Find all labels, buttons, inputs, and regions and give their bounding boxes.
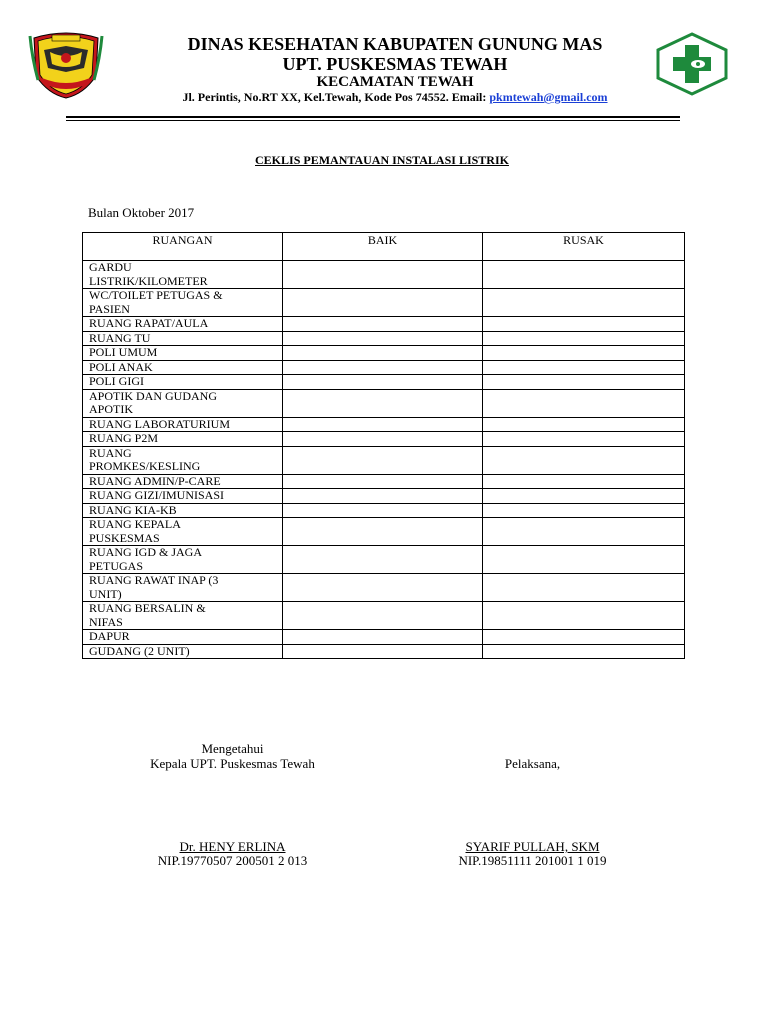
checklist-table bbox=[82, 232, 685, 659]
good-check-cell[interactable] bbox=[283, 644, 483, 659]
room-cell bbox=[83, 546, 283, 574]
damaged-check-cell[interactable] bbox=[483, 389, 685, 417]
executor-name: SYARIF PULLAH, SKM bbox=[465, 839, 600, 854]
good-check-cell[interactable] bbox=[283, 546, 483, 574]
table-row bbox=[83, 474, 685, 489]
room-cell bbox=[83, 389, 283, 417]
table-row bbox=[83, 574, 685, 602]
room-label-line: NIFAS bbox=[89, 614, 123, 629]
header-rule-thin bbox=[66, 120, 680, 121]
damaged-check-cell[interactable] bbox=[483, 574, 685, 602]
executor-nip: NIP.19851111 201001 1 019 bbox=[458, 853, 607, 868]
good-check-cell[interactable] bbox=[283, 574, 483, 602]
good-check-cell[interactable] bbox=[283, 630, 483, 645]
good-check-cell[interactable] bbox=[283, 489, 483, 504]
address-line bbox=[110, 90, 680, 105]
good-check-cell[interactable] bbox=[283, 417, 483, 432]
damaged-check-cell[interactable] bbox=[483, 261, 685, 289]
room-cell bbox=[83, 360, 283, 375]
room-label-line: LISTRIK/KILOMETER bbox=[89, 273, 208, 288]
room-label-line: RUANG RAPAT/AULA bbox=[89, 316, 209, 330]
room-label-line: RUANG GIZI/IMUNISASI bbox=[89, 488, 224, 502]
room-cell bbox=[83, 432, 283, 447]
good-check-cell[interactable] bbox=[283, 346, 483, 361]
table-row bbox=[83, 630, 685, 645]
room-label-line: APOTIK bbox=[89, 402, 133, 416]
room-label-line: RUANG KIA-KB bbox=[89, 502, 177, 517]
room-label-line: PUSKESMAS bbox=[89, 530, 160, 545]
room-label-line: UNIT) bbox=[89, 586, 122, 601]
table-row bbox=[83, 261, 685, 289]
table-row bbox=[83, 489, 685, 504]
head-title: Kepala UPT. Puskesmas Tewah bbox=[150, 756, 315, 771]
header-rule-thick bbox=[66, 116, 680, 118]
room-label-line: PASIEN bbox=[89, 301, 130, 316]
room-cell bbox=[83, 417, 283, 432]
email-link[interactable]: pkmtewah@gmail.com bbox=[489, 90, 608, 104]
table-row bbox=[83, 518, 685, 546]
room-cell bbox=[83, 375, 283, 390]
damaged-check-cell[interactable] bbox=[483, 518, 685, 546]
column-header-good: BAIK bbox=[283, 233, 483, 261]
room-label-line: RUANG LABORATURIUM bbox=[89, 416, 231, 431]
damaged-check-cell[interactable] bbox=[483, 417, 685, 432]
room-cell bbox=[83, 630, 283, 645]
room-label-line: RUANG ADMIN/P-CARE bbox=[89, 473, 221, 488]
damaged-check-cell[interactable] bbox=[483, 331, 685, 346]
column-header-room: RUANGAN bbox=[83, 233, 283, 261]
good-check-cell[interactable] bbox=[283, 518, 483, 546]
unit-name: UPT. PUSKESMAS TEWAH bbox=[282, 54, 508, 74]
room-label-line: GARDU bbox=[89, 260, 132, 274]
report-month: Bulan Oktober 2017 bbox=[88, 205, 195, 220]
room-label-line: APOTIK DAN GUDANG bbox=[89, 388, 217, 403]
room-label-line: RUANG bbox=[89, 445, 132, 460]
good-check-cell[interactable] bbox=[283, 331, 483, 346]
good-check-cell[interactable] bbox=[283, 432, 483, 447]
head-nip: NIP.19770507 200501 2 013 bbox=[157, 853, 308, 868]
damaged-check-cell[interactable] bbox=[483, 360, 685, 375]
address-text: Jl. Perintis, No.RT XX, Kel.Tewah, Kode Pos 74552. Email: bbox=[182, 90, 490, 104]
table-row bbox=[83, 602, 685, 630]
room-label-line: POLI GIGI bbox=[89, 374, 144, 388]
room-cell bbox=[83, 346, 283, 361]
regency-emblem-icon bbox=[28, 28, 104, 100]
room-label-line: GUDANG (2 UNIT) bbox=[89, 643, 190, 658]
good-check-cell[interactable] bbox=[283, 474, 483, 489]
table-row bbox=[83, 289, 685, 317]
damaged-check-cell[interactable] bbox=[483, 489, 685, 504]
room-cell bbox=[83, 574, 283, 602]
damaged-check-cell[interactable] bbox=[483, 474, 685, 489]
table-header-row bbox=[83, 233, 685, 261]
room-label-line: RUANG P2M bbox=[89, 431, 159, 445]
room-cell bbox=[83, 446, 283, 474]
head-name: Dr. HENY ERLINA bbox=[179, 839, 286, 854]
room-cell bbox=[83, 331, 283, 346]
room-cell bbox=[83, 289, 283, 317]
room-label-line: WC/TOILET PETUGAS & bbox=[89, 288, 223, 302]
good-check-cell[interactable] bbox=[283, 289, 483, 317]
table-row bbox=[83, 375, 685, 390]
room-cell bbox=[83, 602, 283, 630]
table-row bbox=[83, 432, 685, 447]
room-cell bbox=[83, 317, 283, 332]
room-label-line: DAPUR bbox=[89, 629, 130, 643]
damaged-check-cell[interactable] bbox=[483, 346, 685, 361]
room-label-line: POLI UMUM bbox=[89, 345, 158, 359]
good-check-cell[interactable] bbox=[283, 503, 483, 518]
damaged-check-cell[interactable] bbox=[483, 546, 685, 574]
damaged-check-cell[interactable] bbox=[483, 375, 685, 390]
executor-label: Pelaksana, bbox=[504, 756, 561, 771]
room-label-line: RUANG BERSALIN & bbox=[89, 601, 206, 615]
district-name: KECAMATAN TEWAH bbox=[316, 74, 474, 90]
damaged-check-cell[interactable] bbox=[483, 317, 685, 332]
damaged-check-cell[interactable] bbox=[483, 289, 685, 317]
table-row bbox=[83, 446, 685, 474]
good-check-cell[interactable] bbox=[283, 446, 483, 474]
good-check-cell[interactable] bbox=[283, 317, 483, 332]
damaged-check-cell[interactable] bbox=[483, 503, 685, 518]
room-cell bbox=[83, 474, 283, 489]
damaged-check-cell[interactable] bbox=[483, 644, 685, 659]
good-check-cell[interactable] bbox=[283, 389, 483, 417]
agency-name: DINAS KESEHATAN KABUPATEN GUNUNG MAS bbox=[187, 34, 603, 54]
room-cell bbox=[83, 644, 283, 659]
room-label-line: RUANG RAWAT INAP (3 bbox=[89, 573, 219, 587]
room-label-line: PETUGAS bbox=[89, 558, 144, 573]
good-check-cell[interactable] bbox=[283, 602, 483, 630]
acknowledge-label: Mengetahui bbox=[201, 741, 264, 756]
room-cell bbox=[83, 503, 283, 518]
room-label-line: PROMKES/KESLING bbox=[89, 459, 201, 473]
room-label-line: RUANG TU bbox=[89, 330, 151, 345]
damaged-check-cell[interactable] bbox=[483, 446, 685, 474]
room-label-line: POLI ANAK bbox=[89, 359, 153, 374]
room-label-line: RUANG KEPALA bbox=[89, 517, 181, 531]
damaged-check-cell[interactable] bbox=[483, 432, 685, 447]
table-row bbox=[83, 346, 685, 361]
room-label-line: RUANG IGD & JAGA bbox=[89, 545, 202, 559]
good-check-cell[interactable] bbox=[283, 360, 483, 375]
damaged-check-cell[interactable] bbox=[483, 602, 685, 630]
table-row bbox=[83, 389, 685, 417]
column-header-damaged: RUSAK bbox=[483, 233, 685, 261]
good-check-cell[interactable] bbox=[283, 261, 483, 289]
room-cell bbox=[83, 489, 283, 504]
room-cell bbox=[83, 261, 283, 289]
room-cell bbox=[83, 518, 283, 546]
good-check-cell[interactable] bbox=[283, 375, 483, 390]
damaged-check-cell[interactable] bbox=[483, 630, 685, 645]
document-title: CEKLIS PEMANTAUAN INSTALASI LISTRIK bbox=[255, 153, 509, 167]
table-row bbox=[83, 503, 685, 518]
table-row bbox=[83, 317, 685, 332]
table-row bbox=[83, 331, 685, 346]
table-row bbox=[83, 546, 685, 574]
table-row bbox=[83, 360, 685, 375]
table-row bbox=[83, 644, 685, 659]
table-row bbox=[83, 417, 685, 432]
